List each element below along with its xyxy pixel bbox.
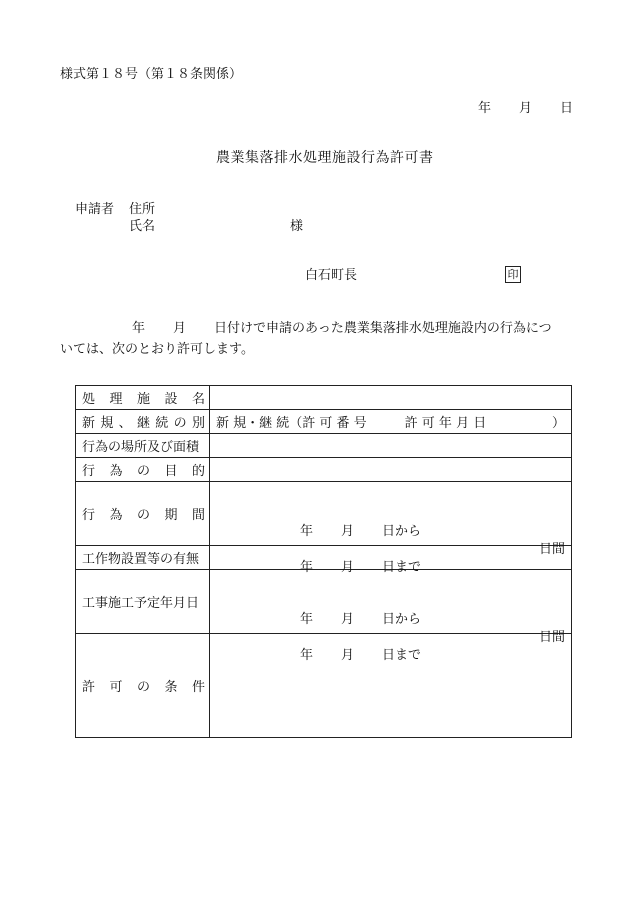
action-period-label — [76, 482, 210, 546]
address-label: 住所 — [129, 202, 156, 217]
location-value[interactable] — [210, 434, 572, 458]
applicant-label: 申請者 — [75, 202, 115, 217]
form-number: 様式第１８号（第１８条関係） — [60, 67, 243, 82]
construction-period-value[interactable] — [210, 570, 572, 663]
permit-table — [75, 385, 572, 738]
construction-start-date — [300, 608, 421, 627]
start-day: 日から — [382, 523, 422, 539]
conditions-label — [76, 634, 210, 738]
date-year: 年 — [478, 101, 492, 116]
label-char: 継 — [136, 416, 150, 431]
label-char: 的 — [191, 464, 205, 479]
label-char: 可 — [109, 680, 123, 695]
label-char: 為 — [109, 464, 123, 479]
label-char: の — [136, 464, 150, 479]
label-char: 為 — [109, 508, 123, 523]
issuer-name: 白石町長 — [305, 268, 358, 283]
end-month: 月 — [341, 559, 355, 575]
construction-period-label: 工事施工予定年月日 — [76, 570, 210, 634]
facility-label — [76, 386, 210, 410]
table-row-construction-period — [76, 570, 572, 634]
start-year: 年 — [300, 523, 314, 539]
honorific: 様 — [290, 219, 304, 234]
end-year: 年 — [300, 559, 314, 575]
new-continue-prefix: 新 規・継 続（許 可 番 号 — [216, 416, 367, 431]
label-char: 条 — [164, 680, 178, 695]
end-month: 月 — [341, 647, 355, 663]
table-row-location — [76, 434, 572, 458]
start-year: 年 — [300, 611, 314, 627]
construction-days: 日間 — [538, 629, 565, 645]
start-month: 月 — [341, 611, 355, 627]
label-char: 処 — [82, 392, 96, 407]
new-continue-label — [76, 410, 210, 434]
body-year: 年 — [132, 321, 146, 336]
action-end-date — [300, 556, 421, 575]
end-year: 年 — [300, 647, 314, 663]
seal-mark: 印 — [505, 266, 521, 283]
label-char: の — [136, 680, 150, 695]
name-label: 氏名 — [129, 219, 156, 234]
permit-date-label: 許 可 年 月 日 — [404, 416, 487, 431]
label-char: 理 — [109, 392, 123, 407]
label-char: 設 — [164, 392, 178, 407]
purpose-label — [76, 458, 210, 482]
end-day: 日まで — [382, 559, 422, 575]
label-char: 目 — [164, 464, 178, 479]
date-day: 日 — [560, 101, 574, 116]
body-line1: 日付けで申請のあった農業集落排水処理施設内の行為につ — [214, 321, 552, 336]
action-period-value[interactable] — [210, 482, 572, 575]
label-char: 間 — [191, 508, 205, 523]
structures-label: 工作物設置等の有無 — [76, 546, 210, 570]
location-label: 行為の場所及び面積 — [76, 434, 210, 458]
action-start-date — [300, 520, 421, 539]
label-char: 行 — [82, 508, 96, 523]
label-char: 施 — [136, 392, 150, 407]
label-char: 許 — [82, 680, 96, 695]
label-char: 新 — [82, 416, 96, 431]
table-row-purpose — [76, 458, 572, 482]
end-day: 日まで — [382, 647, 422, 663]
purpose-value[interactable] — [210, 458, 572, 482]
table-row-new-continue — [76, 410, 572, 434]
label-char: 、 — [118, 416, 132, 431]
label-char: 行 — [82, 464, 96, 479]
body-month: 月 — [173, 321, 187, 336]
body-line2: いては、次のとおり許可します。 — [60, 342, 254, 357]
label-char: 期 — [164, 508, 178, 523]
table-row-action-period — [76, 482, 572, 546]
construction-end-date — [300, 644, 421, 663]
label-char: 続 — [155, 416, 169, 431]
table-row-facility — [76, 386, 572, 410]
label-char: 件 — [191, 680, 205, 695]
action-days: 日間 — [538, 541, 565, 557]
start-month: 月 — [341, 523, 355, 539]
label-char: の — [173, 416, 187, 431]
label-char: の — [136, 508, 150, 523]
label-char: 名 — [191, 392, 205, 407]
body-paragraph — [60, 318, 575, 360]
label-char: 別 — [191, 416, 205, 431]
label-char: 規 — [100, 416, 114, 431]
facility-value[interactable] — [210, 386, 572, 410]
close-paren: ） — [551, 416, 565, 431]
start-day: 日から — [382, 611, 422, 627]
date-month: 月 — [519, 101, 533, 116]
new-continue-value[interactable] — [210, 410, 572, 434]
document-title: 農業集落排水処理施設行為許可書 — [216, 150, 434, 166]
